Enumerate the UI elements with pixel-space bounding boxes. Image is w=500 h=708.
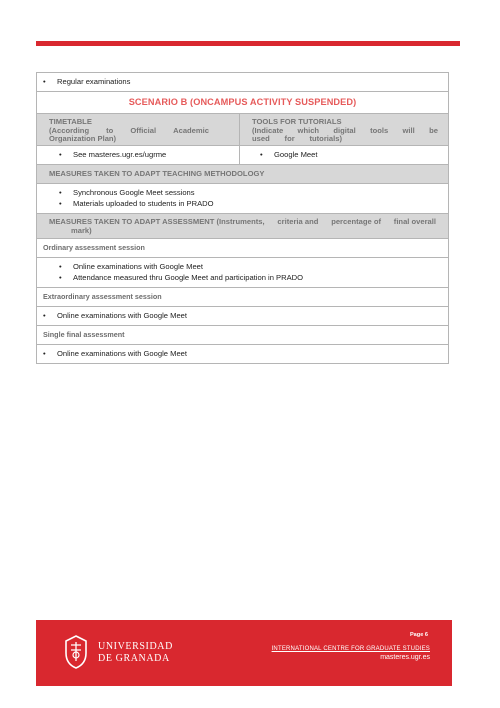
page-number: Page 6 bbox=[409, 632, 428, 638]
tools-text: Google Meet bbox=[274, 150, 318, 159]
scenario-title-row bbox=[37, 92, 449, 114]
single-row: • Online examinations with Google Meet bbox=[37, 345, 449, 364]
timetable-link-text: See masteres.ugr.es/ugrme bbox=[73, 150, 167, 159]
extraordinary-section-title: Extraordinary assessment session bbox=[37, 288, 449, 307]
list-item: • Attendance measured thru Google Meet and participation in PRADO bbox=[59, 272, 304, 282]
top-red-rule bbox=[36, 41, 460, 46]
university-name-line1: UNIVERSIDAD bbox=[98, 641, 173, 652]
timetable-header: TIMETABLE (According to Official Academic Organization Plan) bbox=[37, 114, 240, 146]
single-section-title: Single final assessment bbox=[37, 326, 449, 345]
assessment-header: MEASURES TAKEN TO ADAPT ASSESSMENT (Instruments, criteria and percentage of final overall mark) bbox=[37, 214, 449, 239]
methodology-list bbox=[37, 184, 449, 214]
centre-name: INTERNATIONAL CENTRE FOR GRADUATE STUDIES bbox=[271, 646, 430, 652]
list-item: • Online examinations with Google Meet bbox=[59, 262, 204, 271]
extraordinary-row: • Online examinations with Google Meet bbox=[37, 307, 449, 326]
tools-header: TOOLS FOR TUTORIALS (Indicate which digital tools will be used for tutorials) bbox=[240, 114, 449, 146]
list-item: • Synchronous Google Meet sessions bbox=[59, 188, 195, 197]
ordinary-section-title: Ordinary assessment session bbox=[37, 239, 449, 258]
university-crest-icon bbox=[57, 633, 95, 671]
list-item: • Materials uploaded to students in PRADO bbox=[59, 198, 214, 208]
ordinary-list bbox=[37, 258, 449, 288]
scenario-title: SCENARIO B (ONCAMPUS ACTIVITY SUSPENDED) bbox=[128, 97, 357, 107]
university-name-line2: DE GRANADA bbox=[98, 653, 170, 664]
tools-cell: • Google Meet bbox=[240, 146, 449, 165]
regular-exams-row: • Regular examinations bbox=[37, 73, 449, 92]
guide-table bbox=[36, 72, 449, 364]
footer-banner bbox=[36, 620, 452, 686]
methodology-header: MEASURES TAKEN TO ADAPT TEACHING METHODOLOGY bbox=[37, 165, 449, 184]
footer-url[interactable]: masteres.ugr.es bbox=[380, 654, 430, 661]
timetable-cell: • See masteres.ugr.es/ugrme bbox=[37, 146, 240, 165]
regular-exams-text: Regular examinations bbox=[57, 77, 131, 86]
